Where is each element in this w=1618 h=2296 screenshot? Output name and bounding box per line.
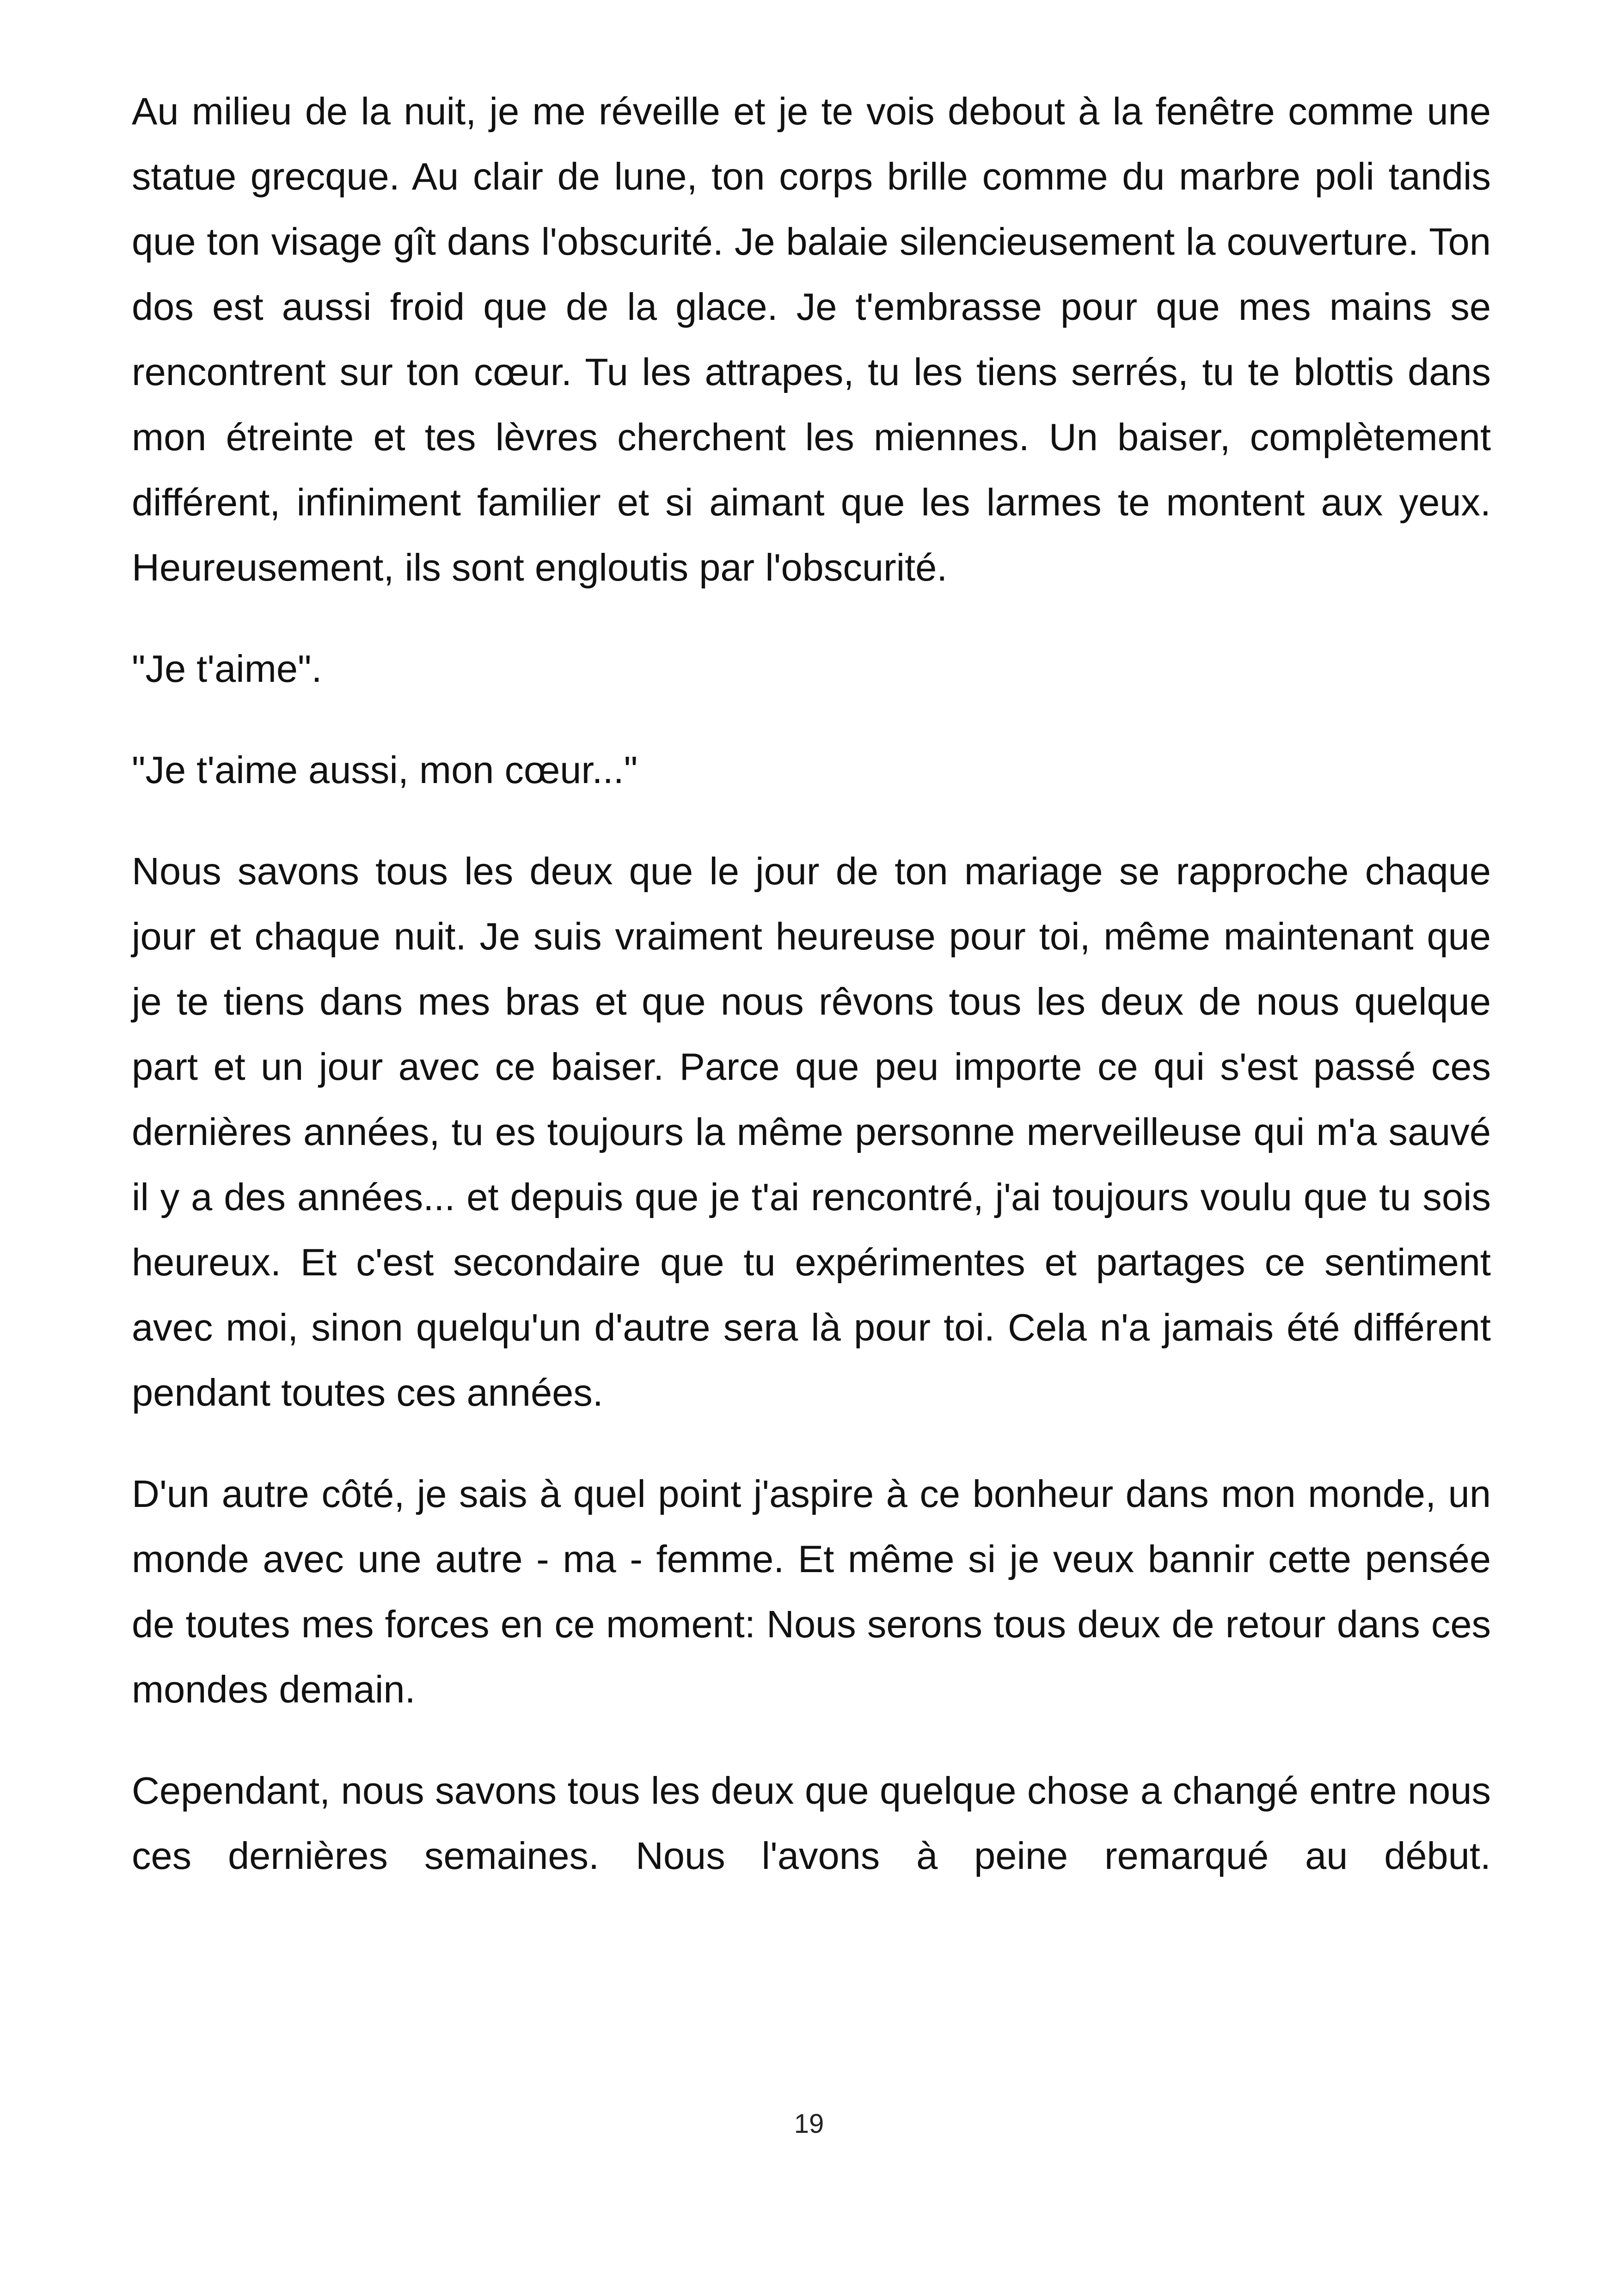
paragraph-wedding: Nous savons tous les deux que le jour de ton mariage se rapproche chaque jour et chaque nuit. Je suis vraiment heureuse pour toi, même maintenant que je te tiens dans mes bras et que nous rêvons tous les deux de nous quelque part et un jour avec ce baiser. Parce que peu importe ce qui s'est passé ces dernières années, tu es toujours la même personne merveilleuse qui m'a sauvé il y a des années... et depuis que je t'ai rencontré, j'ai toujours voulu que tu sois heureux. Et c'est secondaire que tu expérimentes et partages ce sentiment avec moi, sinon quelqu'un d'autre sera là pour toi. Cela n'a jamais été différent pendant toutes ces années. [132, 850, 1491, 1414]
paragraph-night-window: Au milieu de la nuit, je me réveille et je te vois debout à la fenêtre comme une statue grecque. Au clair de lune, ton corps brille comme du marbre poli tandis que ton visage gît dans l'obscurité. Je balaie silencieusement la couverture. Ton dos est aussi froid que de la glace. Je t'embrasse pour que mes mains se rencontrent sur ton cœur. Tu les attrapes, tu les tiens serrés, tu te blottis dans mon étreinte et tes lèvres cherchent les miennes. Un baiser, complètement différent, infiniment familier et si aimant que les larmes te montent aux yeux. Heureusement, ils sont engloutis par l'obscurité. [132, 90, 1491, 589]
paragraph-je-t-aime-aussi: "Je t'aime aussi, mon cœur..." [132, 748, 638, 791]
body-text [132, 79, 1491, 1924]
page-number: 19 [794, 2109, 824, 2139]
paragraph-je-t-aime: "Je t'aime". [132, 647, 322, 690]
paragraph-other-side: D'un autre côté, je sais à quel point j'aspire à ce bonheur dans mon monde, un monde avec une autre - ma - femme. Et même si je veux bannir cette pensée de toutes mes forces en ce moment: Nous serons tous deux de retour dans ces mondes demain. [132, 1472, 1491, 1711]
paragraph-something-changed: Cependant, nous savons tous les deux que quelque chose a changé entre nous ces dernières semaines. Nous l'avons à peine remarqué au début. [132, 1769, 1491, 1877]
